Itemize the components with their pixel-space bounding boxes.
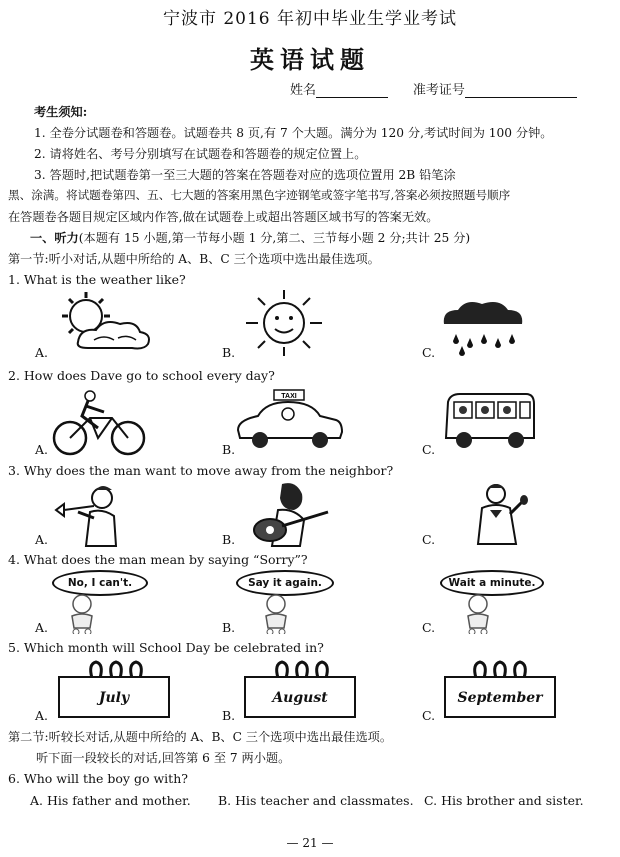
question-2: 2. How does Dave go to school every day? (8, 368, 275, 383)
notice-heading: 考生须知: (34, 105, 88, 119)
notice-line-2: 2. 请将姓名、考号分别填写在试题卷和答题卷的规定位置上。 (34, 147, 367, 161)
question-3: 3. Why does the man want to move away from the neighbor? (8, 463, 394, 478)
notice-line-3b: 黑、涂满。将试题卷第四、五、七大题的答案用黑色字迹钢笔或签字笔书写,答案必须按照题号顺序 (8, 188, 511, 202)
q5-option-b: B. (222, 708, 236, 723)
part-2-instruction: 第二节:听较长对话,从题中所给的 A、B、C 三个选项中选出最佳选项。 (8, 730, 393, 744)
q2-option-b: B. (222, 442, 236, 457)
notice-line-3c: 在答题卷各题目规定区域内作答,做在试题卷上或超出答题区域书写的答案无效。 (8, 210, 439, 224)
q1-option-b: B. (222, 345, 236, 360)
page-number: — 21 — (286, 836, 334, 850)
notice-line-1: 1. 全卷分试题卷和答题卷。试题卷共 8 页,有 7 个大题。满分为 120 分,考试时间为 100 分钟。 (34, 126, 553, 140)
q3-option-b: B. (222, 532, 236, 547)
q5-option-a: A. (35, 708, 49, 723)
q4-option-b: B. (222, 620, 236, 635)
section-1-heading (30, 229, 470, 246)
part-1-instruction: 第一节:听小对话,从题中所给的 A、B、C 三个选项中选出最佳选项。 (8, 252, 380, 266)
sun-cloud-icon (48, 290, 158, 352)
q4-option-c: C. (422, 620, 436, 635)
q1-option-c: C. (422, 345, 436, 360)
q6-option-c: C. His brother and sister. (424, 793, 584, 808)
name-blank (316, 84, 388, 98)
section-1-note: (本题有 15 小题,第一节每小题 1 分,第二、三节每小题 2 分;共计 25 分) (78, 231, 471, 245)
speech-bubble-b: Say it again. (236, 570, 334, 596)
calendar-july-label: July (98, 690, 130, 706)
speech-bubble-a: No, I can't. (52, 570, 148, 596)
exam-subtitle: 英语试题 (250, 45, 370, 74)
question-6: 6. Who will the boy go with? (8, 771, 188, 786)
question-4: 4. What does the man mean by saying “Sorry”? (8, 552, 308, 567)
calendar-september (444, 676, 556, 718)
q6-option-a: A. His father and mother. (30, 793, 191, 808)
question-5: 5. Which month will School Day be celebrated in? (8, 640, 324, 655)
id-blank (465, 84, 577, 98)
taxi-icon (236, 388, 344, 450)
figure-b-icon (256, 594, 296, 634)
q6-option-b: B. His teacher and classmates. (218, 793, 414, 808)
figure-c-icon (458, 594, 498, 634)
q2-option-c: C. (422, 442, 436, 457)
q5-option-c: C. (422, 708, 436, 723)
rain-cloud-icon (438, 298, 526, 358)
q1-option-a: A. (35, 345, 49, 360)
calendar-july (58, 676, 170, 718)
calendar-august-label: August (272, 690, 328, 706)
q3-option-a: A. (35, 532, 49, 547)
question-1: 1. What is the weather like? (8, 272, 186, 287)
trumpet-player-icon (50, 482, 132, 548)
calendar-august (244, 676, 356, 718)
part-2-subinstruction: 听下面一段较长的对话,回答第 6 至 7 两小题。 (36, 751, 291, 765)
taxi-sign-text: TAXI (281, 393, 297, 400)
bus-icon (440, 390, 538, 452)
sun-icon (238, 288, 330, 358)
name-label: 姓名 (290, 83, 317, 98)
singer-icon (460, 480, 540, 546)
exam-title: 宁波市 2016 年初中毕业生学业考试 (162, 9, 458, 29)
calendar-september-label: September (457, 690, 543, 706)
guitar-player-icon (242, 480, 332, 550)
speech-bubble-c: Wait a minute. (440, 570, 544, 596)
name-id-row (290, 79, 577, 98)
id-label: 准考证号 (412, 83, 465, 98)
notice-line-3a: 3. 答题时,把试题卷第一至三大题的答案在答题卷对应的选项位置用 2B 铅笔涂 (34, 168, 456, 182)
q2-option-a: A. (35, 442, 49, 457)
figure-a-icon (62, 594, 102, 634)
section-1-title: 一、听力 (30, 231, 79, 245)
q3-option-c: C. (422, 532, 436, 547)
q4-option-a: A. (35, 620, 49, 635)
bicycle-icon (52, 388, 148, 458)
